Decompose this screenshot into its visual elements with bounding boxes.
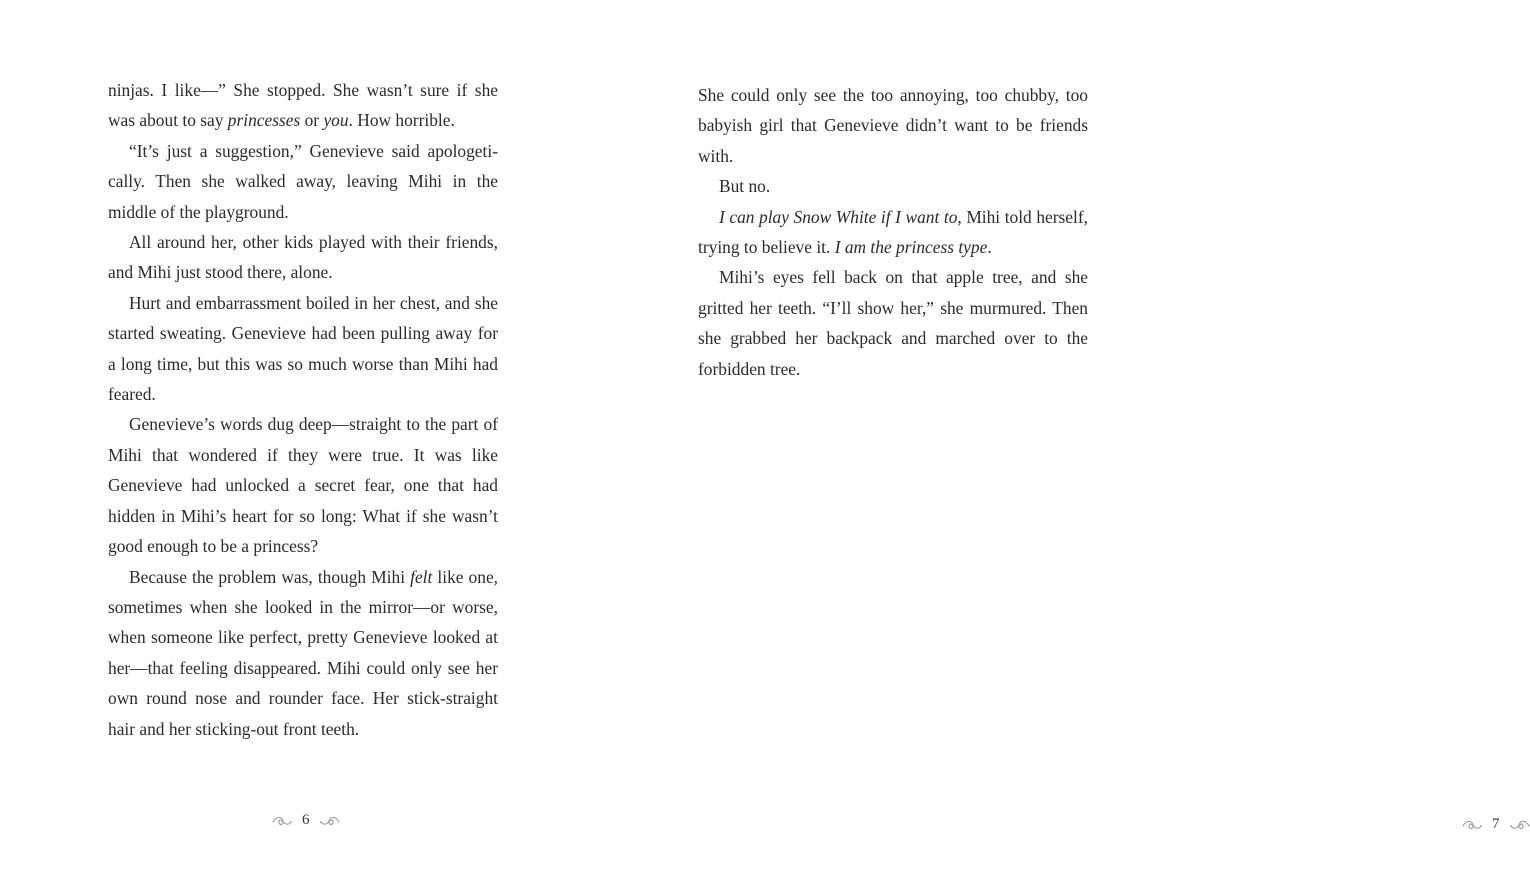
text-run: All around her, other kids played with their friends, and Mihi just stood there, alone. (108, 232, 498, 283)
left-page-folio (272, 812, 340, 829)
text-run: or (300, 110, 324, 131)
text-run: ninjas. I like—” She stopped. She wasn’t sure if she was about to say (108, 80, 498, 131)
right-page-body (698, 80, 1088, 384)
swirl-flourish-icon (272, 813, 292, 829)
italic-text-run: felt (410, 566, 433, 587)
paragraph (108, 136, 498, 227)
left-page (0, 0, 600, 892)
text-run: Genevieve’s words dug deep—straight to the part of Mihi that wondered if they were true. It was like Genevieve had unlocked a secret fear, one that had hidden in Mihi’s heart for so long: What if she wasn’t good enough to be a princess? (108, 414, 498, 557)
paragraph (698, 202, 1088, 263)
swirl-flourish-icon (1462, 817, 1482, 833)
left-page-number: 6 (302, 812, 310, 828)
text-run: . (987, 237, 992, 258)
text-run: Mihi’s eyes fell back on that apple tree, and she gritted her teeth. “I’ll show her,” she murmured. Then she grabbed her backpack and marched over to the forbidden tree. (698, 267, 1088, 379)
paragraph (108, 75, 498, 136)
text-run: . How horrible. (348, 110, 455, 131)
paragraph (698, 80, 1088, 171)
paragraph (698, 262, 1088, 384)
text-run: like one, sometimes when she looked in the mirror—or worse, when someone like perfect, pretty Genevieve looked at her—that feeling disappeared. Mihi could only see her own round nose and rounder face. Her stick-straight hair and her sticking-out front teeth. (108, 566, 499, 739)
left-page-body (108, 75, 498, 744)
paragraph (108, 562, 498, 744)
paragraph (108, 227, 498, 288)
paragraph (698, 171, 1088, 201)
italic-text-run: you (323, 110, 349, 131)
paragraph (108, 288, 498, 410)
italic-text-run: princesses (227, 110, 301, 131)
text-run: Hurt and embarrassment boiled in her chest, and she started sweating. Genevieve had been pulling away for a long time, but this was so much worse than Mihi had feared. (108, 292, 498, 405)
right-page (600, 0, 1500, 892)
paragraph (108, 409, 498, 561)
italic-text-run: I can play Snow White if I want to (719, 206, 958, 227)
swirl-flourish-icon (1510, 817, 1530, 833)
text-run: “It’s just a suggestion,” Genevieve said apologetically. Then she walked away, leaving Mihi in the middle of the playground. (108, 140, 498, 222)
text-run: , Mihi told herself, trying to believe it. (698, 206, 1088, 258)
text-run: Because the problem was, though Mihi (129, 566, 411, 587)
italic-text-run: I am the princess type (834, 237, 988, 258)
text-run: She could only see the too annoying, too chubby, too babyish girl that Genevieve didn’t want to be friends with. (698, 85, 1088, 166)
right-page-folio (1462, 816, 1530, 833)
right-page-number: 7 (1492, 816, 1500, 832)
swirl-flourish-icon (320, 813, 340, 829)
text-run: But no. (719, 176, 771, 197)
